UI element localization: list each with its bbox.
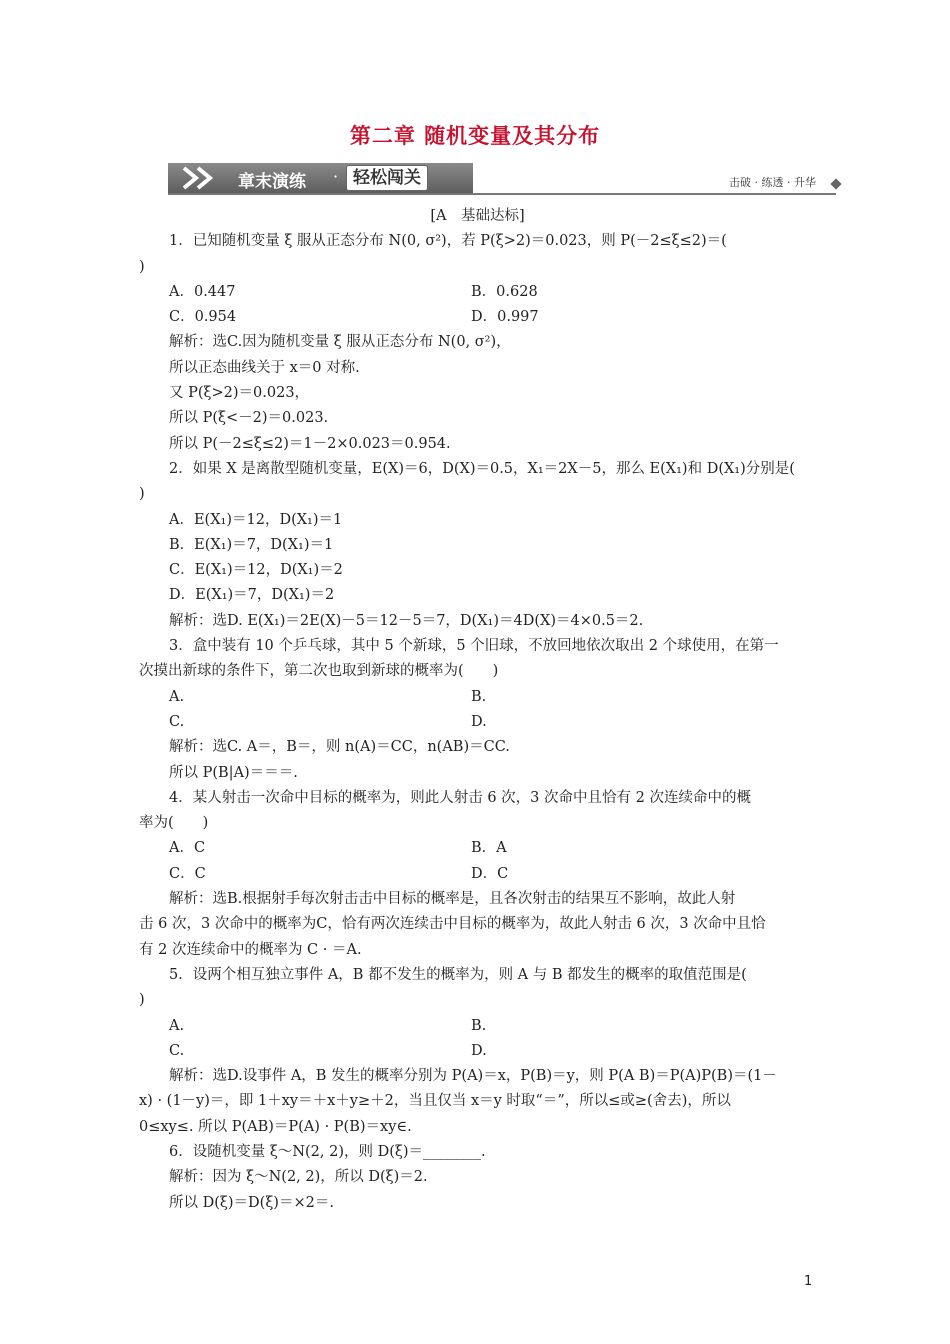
text-line: 所以正态曲线关于 x＝0 对称. [169,359,360,376]
text-line: 所以 P(ξ<－2)＝0.023. [169,410,329,427]
banner-right-box [346,165,428,191]
section-heading: [A 基础达标] [430,208,525,224]
text-line: 1．已知随机变量 ξ 服从正态分布 N(0, σ²)，若 P(ξ>2)＝0.023，则 P(－2≤ξ≤2)＝( [169,233,727,250]
text-line: B．E(X₁)＝7，D(X₁)＝1 [169,536,334,553]
banner-left-text: 章末演练 [238,172,306,192]
option-row [139,1014,816,1039]
option-text: C. [169,713,185,730]
banner-slogan: 击破 · 练透 · 升华 [729,176,816,189]
text-line: 所以 P(B|A)＝＝＝. [169,764,298,781]
text-line: 又 P(ξ>2)＝0.023， [169,385,310,402]
option-text: B. [471,1017,487,1034]
text-line: 0≤xy≤. 所以 P(AB)＝P(A) · P(B)＝xy∈. [139,1118,412,1135]
banner-right-text: 轻松闯关 [353,168,421,188]
text-line: A．E(X₁)＝12，D(X₁)＝1 [169,511,343,528]
text-line: ) [139,486,145,503]
text-line: 击 6 次，3 次命中的概率为C，恰有两次连续击中目标的概率为，故此人射击 6 次，3 次命中且恰 [139,916,766,933]
option-text: D．C [471,865,509,882]
text-line: 解析：选C. A＝，B＝，则 n(A)＝CC，n(AB)＝CC. [169,739,510,756]
page-number: 1 [804,1274,813,1289]
text-line: D．E(X₁)＝7，D(X₁)＝2 [169,587,335,604]
text-line: C．E(X₁)＝12，D(X₁)＝2 [169,562,343,579]
option-text: B．0.628 [471,283,538,300]
text-line: 解析：选C.因为随机变量 ξ 服从正态分布 N(0, σ²)， [169,334,511,351]
option-row [139,685,816,710]
option-text: A. [169,688,185,705]
option-text: D．0.997 [471,309,539,326]
banner-separator: · [333,167,339,186]
text-line: 2．如果 X 是离散型随机变量，E(X)＝6，D(X)＝0.5，X₁＝2X－5，那么 E(X₁)和 D(X₁)分别是( [169,460,795,477]
text-line: 率为( ) [139,815,209,832]
option-row [139,862,816,887]
text-line: x) · (1－y)＝，即 1＋xy＝＋x＋y≥＋2，当且仅当 x＝y 时取“＝”，所以≤或≥(舍去)，所以 [139,1093,731,1110]
text-line: 有 2 次连续命中的概率为 C · ＝A. [139,941,362,958]
option-text: B．A [471,840,507,857]
diamond-icon [830,178,841,189]
option-text: D. [471,1042,487,1059]
text-line: ) [139,992,145,1009]
text-line: 次摸出新球的条件下，第二次也取到新球的概率为( ) [139,663,499,680]
text-line: 6．设随机变量 ξ～N(2, 2)，则 D(ξ)＝________. [169,1143,486,1160]
text-line: 解析：因为 ξ～N(2, 2)，所以 D(ξ)＝2. [169,1169,428,1186]
banner-underline [168,193,836,195]
document-body [139,204,816,1216]
option-text: C．C [169,865,206,882]
option-text: C．0.954 [169,309,237,326]
option-text: B. [471,688,487,705]
option-row [139,280,816,305]
option-row [139,710,816,735]
option-row [139,1039,816,1064]
text-line: 解析：选B.根据射手每次射击击中目标的概率是，且各次射击的结果互不影响，故此人射 [169,891,736,908]
option-row [139,305,816,330]
text-line: 所以 P(－2≤ξ≤2)＝1－2×0.023＝0.954. [169,435,451,452]
question-lines [139,229,816,1216]
option-row [139,836,816,861]
option-text: A. [169,1017,185,1034]
text-line: 解析：选D.设事件 A，B 发生的概率分别为 P(A)＝x，P(B)＝y，则 P(A B)＝P(A)P(B)＝(1－ [169,1068,777,1085]
text-line: ) [139,258,145,275]
option-text: D. [471,713,487,730]
text-line: 3．盒中装有 10 个乒乓球，其中 5 个新球，5 个旧球，不放回地依次取出 2 个球使用，在第一 [169,638,779,655]
option-text: A．0.447 [169,283,236,300]
option-text: C. [169,1042,185,1059]
text-line: 解析：选D. E(X₁)＝2E(X)－5＝12－5＝7，D(X₁)＝4D(X)＝4×0.5＝2. [169,612,644,629]
text-line: 5．设两个相互独立事件 A，B 都不发生的概率为，则 A 与 B 都发生的概率的取值范围是( [169,966,747,983]
chevron-icon [180,166,224,190]
chapter-title: 第二章 随机变量及其分布 [349,124,601,148]
option-text: A．C [169,840,206,857]
text-line: 所以 D(ξ)＝D(ξ)＝×2＝. [169,1194,334,1211]
text-line: 4．某人射击一次命中目标的概率为，则此人射击 6 次，3 次命中且恰有 2 次连续命中的概 [169,789,751,806]
section-banner [168,163,840,195]
